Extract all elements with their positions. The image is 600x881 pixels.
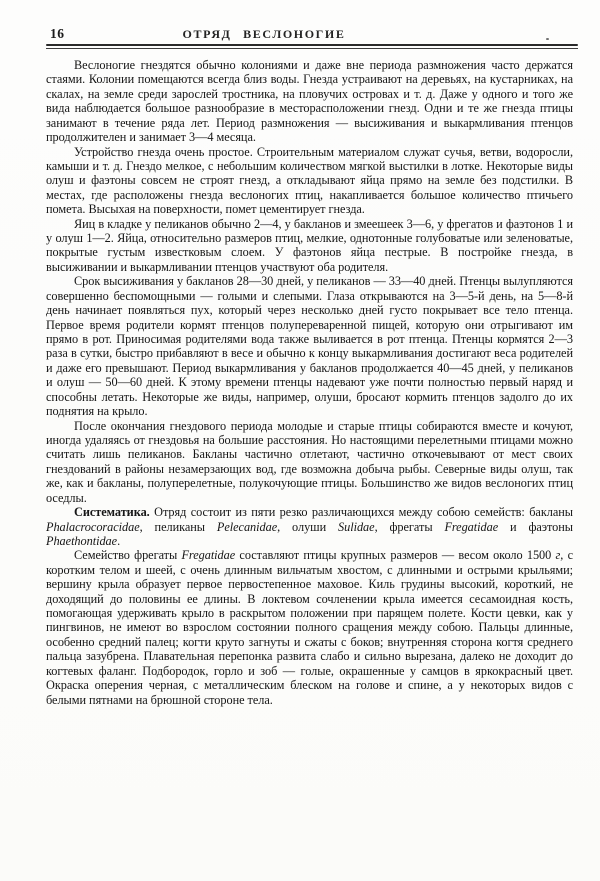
body-text-segment: Отряд состоит из пяти резко различающихся между собою семейств: бакланы	[149, 505, 573, 520]
scan-speck	[546, 38, 549, 40]
italic-text: Phalacrocoracidae	[46, 519, 140, 534]
italic-text: Fregatidae	[444, 519, 499, 534]
italic-text: г	[555, 548, 561, 563]
header-rule-bottom	[46, 48, 578, 49]
page-number: 16	[50, 26, 65, 41]
body-text-segment: , фрегаты	[374, 519, 445, 534]
italic-text: Phaethontidae	[46, 533, 118, 548]
body-text-segment: , пеликаны	[139, 519, 217, 534]
paragraph	[46, 274, 573, 418]
header-rule-top	[46, 44, 578, 46]
paragraph	[46, 145, 573, 217]
body-text-segment: , олуши	[277, 519, 339, 534]
paragraph	[46, 419, 573, 506]
body-text-segment: После окончания гнездового периода молодые и старые птицы собираются вместе и кочуют, иногда удаляясь от гнездовья на большие расстояния. Но настоящими перелетными птицами можно считать лишь пеликанов. Бакланы частично отлетают, частично откочевывают от мест своих гнездований в районы незамерзающих вод, где возможна добыча рыбы. Северные виды олуш, так же, как и бакланы, полуперелетные, полукочующие птицы. Большинство же видов веслоногих птиц оседлы.	[46, 418, 573, 505]
running-head-title: ОТРЯД ВЕСЛОНОГИЕ	[182, 27, 346, 41]
paragraph	[46, 217, 573, 275]
body-text-segment: Веслоногие гнездятся обычно колониями и даже вне периода размножения часто держатся стаями. Колонии помещаются всегда близ воды. Гнезда устраивают на деревьях, на кустарниках, на скалах, на земле среди зарослей тростника, на пловучих островах и т. д. Даже у одного и того же вида наблюдается большое разнообразие в месторасположении гнезд. Одни и те же гнезда птицы занимают в течение ряда лет. Период размножения — высиживания и выкармливания птенцов продолжителен и занимает 3—4 месяца.	[46, 58, 573, 145]
page-body	[46, 58, 573, 707]
body-text-segment: .	[117, 533, 121, 548]
paragraph	[46, 505, 573, 548]
body-text-segment: составляют птицы крупных размеров — весом около 1500	[235, 548, 556, 563]
page-header	[46, 26, 578, 41]
body-text-segment: Яиц в кладке у пеликанов обычно 2—4, у бакланов и змеешеек 3—6, у фрегатов и фаэтонов 1 и у олуш 1—2. Яйца, относительно размеров птиц, мелкие, однотонные голубоватые или зеленоватые, покрытые густым известковым слоем. У фаэтонов яйца пестрые. В постройке гнезда, в высиживании и выкармливании птенцов участвуют оба родителя.	[46, 216, 573, 274]
paragraph	[46, 58, 573, 145]
body-text-segment: Срок высиживания у бакланов 28—30 дней, у пеликанов — 33—40 дней. Птенцы вылупляются совершенно беспомощными — голыми и слепыми. Глаза открываются на 3—5-й день, на 5—8-й день начинает появляться пух, который через несколько дней густо покрывает все тело птенца. Первое время родители кормят птенцов полупереваренной пищей, которую они отрыгивают им прямо в рот. Приносимая родителями вода также выливается в рот птенца. Птенцы кормятся 2—3 раза в сутки, быстро прибавляют в весе и обычно к концу выкармливания достигают веса родителей и даже его превышают. Период выкармливания у бакланов продолжается 40—45 дней, у пеликанов и олуш — 50—60 дней. К этому времени птенцы надевают уже почти полностью первый наряд и способны летать. Некоторые же виды, например, олуши, бросают кормить птенцов задолго до их поднятия на крыло.	[46, 274, 573, 419]
body-text-segment: Устройство гнезда очень простое. Строительным материалом служат сучья, ветви, водоросли, камыши и т. д. Гнездо мелкое, с небольшим количеством мягкой выстилки в лотке. Некоторые виды олуш и фаэтоны совсем не строят гнезд, а откладывают яйца прямо на земле без подстилки. В местах, где расположены гнезда веслоногих птиц, накапливается большое количество птичьего помета. Высыхая на поверхности, помет цементирует гнезда.	[46, 144, 573, 217]
bold-text: Систематика.	[74, 505, 150, 520]
body-text-segment: и фаэтоны	[498, 519, 573, 534]
body-text-segment: , с коротким телом и шеей, с очень длинным вильчатым хвостом, с длинными и острыми крыльями; вершину крыла образует первое первостепенное маховое. Киль грудины высокий, короткий, не доходящий до половины ее длины. В локтевом сочленении крыла имеется сесамоидная кость, помогающая удерживать крыло в раскрытом положении при парящем полете. Кости цевки, как у пингвинов, не имеют во взрослом состоянии полного сращения между собою. Пальцы длинные, особенно средний палец; когти круто загнуты и сжаты с боков; внутренняя сторона когтя среднего пальца зазубрена. Плавательная перепонка развита слабо и сильно вырезана, далеко не доходит до когтевых фаланг. Подбородок, горло и зоб — голые, окрашенные у самцов в яркокрасный цвет. Окраска оперения черная, с металлическим блеском на голове и спине, а у некоторых видов с белыми пятнами на брюшной стороне тела.	[46, 548, 573, 707]
body-text-segment: Семейство фрегаты	[74, 548, 182, 563]
italic-text: Sulidae	[338, 519, 375, 534]
italic-text: Fregatidae	[181, 548, 236, 563]
italic-text: Pelecanidae	[216, 519, 278, 534]
paragraph	[46, 548, 573, 707]
